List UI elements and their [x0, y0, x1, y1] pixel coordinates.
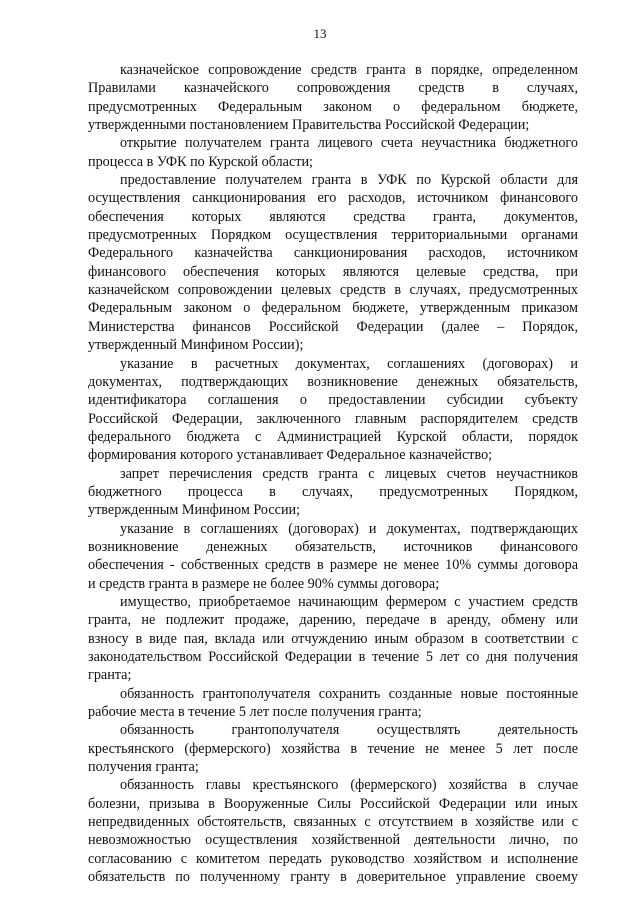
text-line: Правилами казначейского сопровождения средств в случаях, — [88, 80, 578, 97]
text-line: идентификатора соглашения о предоставлении субсидии субъекту — [88, 392, 578, 409]
text-line: непредвиденных обстоятельств, связанных с отсутствием в хозяйстве или с — [88, 814, 578, 831]
text-line: указание в расчетных документах, соглашениях (договорах) и — [120, 355, 578, 372]
text-line: обязанность грантополучателя осуществлять деятельность — [120, 722, 578, 739]
text-line: Федерального казначейства санкционирования расходов, источником — [88, 245, 578, 262]
text-line: утвержденным Минфином России; — [88, 502, 301, 519]
text-line: предусмотренных Порядком осуществления территориальными органами — [88, 227, 578, 244]
text-line: согласованию с комитетом передать руководство хозяйством и исполнение — [88, 850, 578, 867]
text-line: бюджетного процесса в случаях, предусмотренных Порядком, — [88, 483, 578, 500]
paragraph — [88, 171, 578, 354]
text-line: указание в соглашениях (договорах) и документах, подтверждающих — [120, 520, 578, 537]
paragraph — [88, 134, 578, 171]
text-line: запрет перечисления средств гранта с лицевых счетов неучастников — [120, 465, 578, 482]
text-line: обеспечения - собственных средств в размере не менее 10% суммы договора — [88, 557, 578, 574]
text-line: гранта; — [88, 667, 132, 684]
document-body — [88, 61, 578, 886]
text-line: предусмотренных Федеральным законом о федеральном бюджете, — [88, 98, 578, 115]
text-line: законодательством Российской Федерации в течение 5 лет со дня получения — [88, 649, 578, 665]
text-line: возникновение денежных обязательств, источников финансового — [88, 538, 578, 555]
text-line: финансового обеспечения которых являются целевые средства, при — [88, 263, 578, 280]
text-line: казначейском сопровождении целевых средств в случаях, предусмотренных — [88, 282, 578, 299]
text-line: Федеральным законом о федеральном бюджете, утвержденным приказом — [88, 300, 578, 317]
text-line: процесса в УФК по Курской области; — [88, 153, 313, 170]
text-line: утвержденными постановлением Правительства Российской Федерации; — [88, 117, 530, 134]
text-line: имущество, приобретаемое начинающим фермером с участием средств — [120, 593, 578, 610]
text-line: Российской Федерации, заключенного главным распорядителем средств — [88, 410, 578, 427]
text-line: рабочие места в течение 5 лет после получения гранта; — [88, 704, 422, 721]
page-number: 13 — [313, 26, 327, 41]
paragraph — [88, 520, 578, 593]
text-line: обязанность грантополучателя сохранить созданные новые постоянные — [120, 685, 578, 702]
text-line: гранта, не подлежит продаже, дарению, передаче в аренду, обмену или — [88, 612, 578, 629]
text-line: невозможностью осуществления хозяйственной деятельности лично, по — [88, 832, 578, 849]
paragraph — [88, 721, 578, 776]
text-line: болезни, призыва в Вооруженные Силы Российской Федерации или иных — [88, 795, 578, 812]
text-line: обязанность главы крестьянского (фермерского) хозяйства в случае — [120, 777, 578, 794]
paragraph — [88, 61, 578, 134]
text-line: утвержденный Минфином России); — [88, 337, 304, 354]
text-line: предоставление получателем гранта в УФК по Курской области для — [120, 172, 578, 189]
paragraph — [88, 685, 578, 722]
paragraph — [88, 355, 578, 465]
text-line: федерального бюджета с Администрацией Курской области, порядок — [88, 428, 578, 445]
text-line: открытие получателем гранта лицевого счета неучастника бюджетного — [120, 135, 578, 152]
text-line: Министерства финансов Российской Федерации (далее – Порядок, — [88, 318, 578, 335]
text-line: формирования которого устанавливает Федеральное казначейство; — [88, 447, 493, 464]
paragraph — [88, 593, 578, 685]
text-line: обеспечения которых являются средства гранта, документов, — [88, 208, 578, 225]
paragraph — [88, 776, 578, 886]
text-line: казначейское сопровождение средств гранта в порядке, определенном — [120, 62, 578, 78]
text-line: получения гранта; — [88, 759, 199, 776]
text-line: крестьянского (фермерского) хозяйства в течение не менее 5 лет после — [88, 740, 578, 757]
text-line: взносу в виде пая, вклада или отчуждению иным образом в соответствии с — [88, 630, 578, 647]
text-line: осуществления санкционирования его расходов, источником финансового — [88, 190, 578, 207]
text-line: и средств гранта в размере не более 90% суммы договора; — [88, 575, 440, 592]
text-line: обязательств по полученному гранту в доверительное управление своему — [88, 869, 578, 886]
paragraph — [88, 465, 578, 520]
text-line: документах, подтверждающих возникновение денежных обязательств, — [88, 373, 578, 390]
